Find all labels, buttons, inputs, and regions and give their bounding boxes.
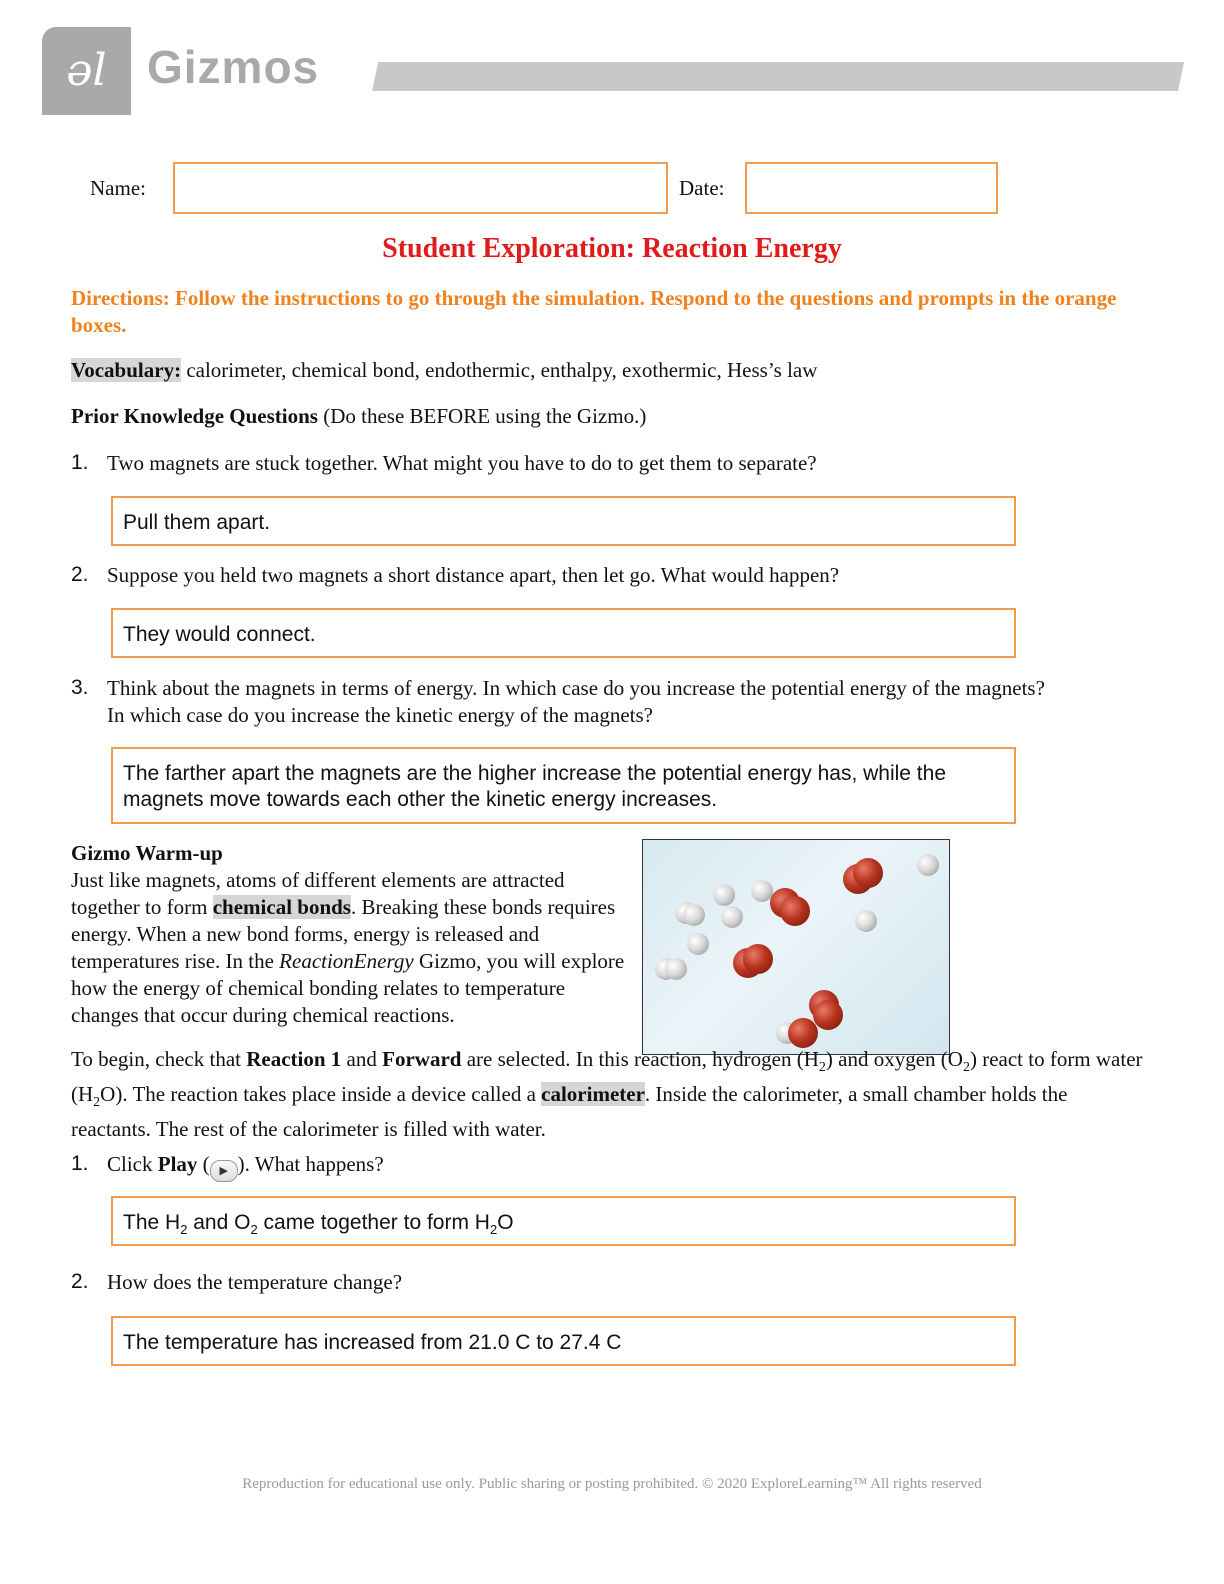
logo	[42, 27, 131, 115]
question-text-part: ). What happens?	[237, 1152, 384, 1176]
name-value	[175, 164, 666, 188]
subscript: 2	[818, 1060, 826, 1076]
answer-part: The H	[123, 1211, 181, 1234]
brand-name: Gizmos	[147, 41, 320, 93]
chemical-bonds-term: chemical bonds	[212, 895, 351, 919]
directions: Directions: Follow the instructions to go through the simulation. Respond to the questions and prompts in the orange boxes.	[71, 286, 1117, 337]
vocabulary	[71, 357, 817, 384]
prior-knowledge-title: Prior Knowledge Questions	[71, 404, 318, 428]
subscript: 2	[489, 1222, 498, 1238]
warmup-instructions	[71, 1046, 1151, 1143]
answer-text: The temperature has increased from 21.0 C to 27.4 C	[123, 1331, 622, 1354]
answer-box[interactable]	[111, 496, 1016, 546]
oxygen-atom	[853, 858, 883, 888]
answer-box[interactable]	[111, 1196, 1016, 1246]
name-field[interactable]	[173, 162, 668, 214]
answer-text: The farther apart the magnets are the higher increase the potential energy has, while the magnets move towards each other the kinetic energy increases.	[123, 762, 946, 811]
warmup-text: and	[341, 1047, 383, 1071]
gizmo-name: ReactionEnergy	[279, 949, 414, 973]
header-bar	[372, 62, 1184, 91]
answer-part: O	[497, 1211, 514, 1234]
answer-text	[123, 1211, 514, 1238]
question-number: 2.	[71, 563, 89, 586]
reaction-1-term: Reaction 1	[246, 1047, 342, 1071]
question-text: Two magnets are stuck together. What might you have to do to get them to separate?	[107, 451, 817, 475]
warmup-text: . Inside the calorimeter, a small chamber holds the reactants. The rest of the calorimeter is filled with water.	[71, 1082, 1068, 1142]
warmup-heading: Gizmo Warm-up	[71, 841, 223, 865]
warmup-text: Just like magnets, atoms of different elements are attracted together to form	[71, 868, 565, 919]
oxygen-atom	[743, 944, 773, 974]
warmup-text: To begin, check that	[71, 1047, 247, 1071]
oxygen-atom	[813, 1000, 843, 1030]
logo-mark: ǝl	[66, 45, 107, 96]
question-number: 3.	[71, 676, 89, 699]
question-text-line1: Think about the magnets in terms of energy. In which case do you increase the potential energy of the magnets?	[107, 676, 1045, 700]
hydrogen-atom	[855, 910, 877, 932]
vocabulary-terms: calorimeter, chemical bond, endothermic, enthalpy, exothermic, Hess’s law	[181, 358, 818, 382]
question-text-line2: In which case do you increase the kinetic energy of the magnets?	[107, 703, 653, 727]
warmup-text: O). The reaction takes place inside a device called a	[100, 1082, 542, 1107]
hydrogen-atom	[713, 884, 735, 906]
hydrogen-atom	[683, 904, 705, 926]
date-value	[747, 164, 996, 188]
question-text	[107, 1151, 384, 1182]
play-term: Play	[157, 1152, 198, 1176]
date-field[interactable]	[745, 162, 998, 214]
hydrogen-atom	[665, 958, 687, 980]
answer-part: and O	[187, 1211, 251, 1234]
subscript: 2	[93, 1095, 101, 1111]
footer: Reproduction for educational use only. Public sharing or posting prohibited. © 2020 ExploreLearning™ All rights reserved	[242, 1476, 982, 1492]
date-label: Date:	[679, 176, 725, 200]
question-text: How does the temperature change?	[107, 1270, 403, 1294]
answer-box[interactable]	[111, 608, 1016, 658]
question-number: 1.	[71, 451, 89, 474]
answer-text: They would connect.	[123, 623, 316, 646]
play-icon: ▶	[210, 1160, 238, 1182]
subscript: 2	[250, 1222, 258, 1238]
question-number: 2.	[71, 1270, 89, 1293]
answer-text: Pull them apart.	[123, 511, 271, 534]
question-number: 1.	[71, 1152, 89, 1175]
subscript: 2	[180, 1222, 188, 1238]
warmup-text: are selected. In this reaction, hydrogen (H	[461, 1047, 819, 1071]
vocabulary-label: Vocabulary:	[71, 358, 182, 382]
oxygen-atom	[788, 1018, 818, 1048]
oxygen-atom	[780, 896, 810, 926]
reaction-simulation-image	[642, 839, 950, 1055]
warmup-text: ) and oxygen (O	[825, 1047, 963, 1071]
answer-box[interactable]	[111, 1316, 1016, 1366]
calorimeter-term: calorimeter	[541, 1082, 645, 1107]
subscript: 2	[962, 1060, 970, 1076]
warmup-section	[71, 840, 636, 1029]
answer-box[interactable]	[111, 747, 1016, 824]
prior-knowledge-heading	[71, 403, 646, 430]
hydrogen-atom	[917, 854, 939, 876]
hydrogen-atom	[687, 933, 709, 955]
forward-term: Forward	[382, 1047, 462, 1071]
warmup-text: ) react to form water (H	[71, 1047, 1143, 1107]
warmup-text: . Breaking these bonds requires energy. When a new bond forms, energy is released and temperatures rise. In the	[71, 895, 616, 973]
name-label: Name:	[90, 176, 146, 200]
question-text: Suppose you held two magnets a short distance apart, then let go. What would happen?	[107, 563, 840, 587]
page-title: Student Exploration: Reaction Energy	[382, 233, 842, 264]
warmup-text: Gizmo, you will explore how the energy of chemical bonding relates to temperature changes that occur during chemical reactions.	[71, 949, 625, 1027]
answer-part: came together to form H	[257, 1211, 490, 1234]
question-text-part: Click	[107, 1152, 158, 1176]
prior-knowledge-note: (Do these BEFORE using the Gizmo.)	[317, 404, 647, 428]
question-text-part: (	[197, 1152, 210, 1176]
hydrogen-atom	[721, 906, 743, 928]
